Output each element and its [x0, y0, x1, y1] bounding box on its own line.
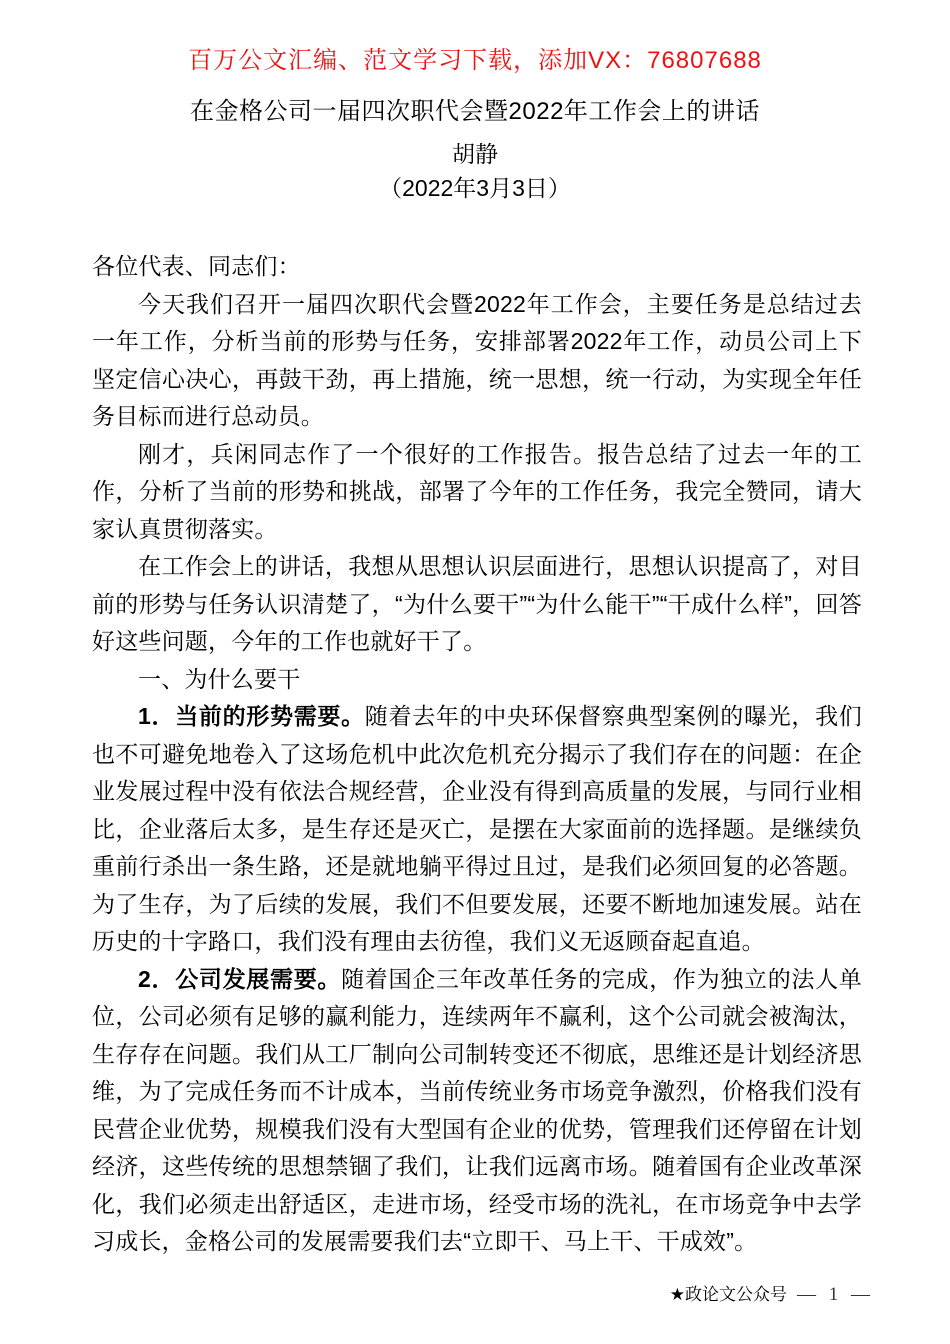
item-1-lead: 1．当前的形势需要。 [138, 703, 365, 729]
item-1-text: 随着去年的中央环保督察典型案例的曝光，我们也不可避免地卷入了这场危机中此次危机充分揭示了我们存在的问题：在企业发展过程中没有依法合规经营，企业没有得到高质量的发展，与同行业相比，企业落后太多，是生存还是灭亡，是摆在大家面前的选择题。是继续负重前行杀出一条生路，还是就地躺平得过且过，是我们必须回复的必答题。为了生存，为了后续的发展，我们不但要发展，还要不断地加速发展。站在历史的十字路口，我们没有理由去彷徨，我们义无返顾奋起直追。 [92, 703, 862, 954]
document-author: 胡静 [452, 141, 498, 167]
footer-brand: ★政论文公众号 [669, 1285, 787, 1304]
paragraph-thought: 在工作会上的讲话，我想从思想认识层面进行，思想认识提高了，对目前的形势与任务认识清楚了，“为什么要干”“为什么能干”“干成什么样”，回答好这些问题，今年的工作也就好干了。 [92, 553, 862, 654]
paragraph-item-1 [92, 698, 862, 961]
paragraph-report: 刚才，兵闲同志作了一个很好的工作报告。报告总结了过去一年的工作，分析了当前的形势和挑战，部署了今年的工作任务，我完全赞同，请大家认真贯彻落实。 [92, 440, 862, 542]
section-heading-one: 一、为什么要干 [138, 665, 301, 692]
item-2-text: 随着国企三年改革任务的完成，作为独立的法人单位，公司必须有足够的赢利能力，连续两年不赢利，这个公司就会被淘汰，生存存在问题。我们从工厂制向公司制转变还不彻底，思维还是计划经济思维，为了完成任务而不计成本，当前传统业务市场竞争激烈，价格我们没有民营企业优势，规模我们没有大型国有企业的优势，管理我们还停留在计划经济，这些传统的思想禁锢了我们，让我们远离市场。随着国有企业改革深化，我们必须走出舒适区，走进市场，经受市场的洗礼，在市场竞争中去学习成长，金格公司的发展需要我们去“立即干、马上干、干成效”。 [92, 965, 862, 1254]
document-body [92, 248, 862, 1261]
page-number: — 1 — [797, 1284, 870, 1305]
document-date: （2022年3月3日） [379, 175, 571, 201]
promo-notice: 百万公文汇编、范文学习下载，添加VX：76807688 [188, 47, 762, 74]
paragraph-item-2 [92, 961, 862, 1261]
document-header [0, 97, 950, 203]
paragraph-intro: 今天我们召开一届四次职代会暨2022年工作会，主要任务是总结过去一年工作，分析当前的形势与任务，安排部署2022年工作，动员公司上下坚定信心决心，再鼓干劲，再上措施，统一思想，统一行动，为实现全年任务目标而进行总动员。 [92, 290, 862, 429]
page-footer [670, 1284, 870, 1306]
salutation: 各位代表、同志们： [92, 253, 301, 279]
item-2-lead: 2．公司发展需要。 [138, 965, 342, 992]
document-title: 在金格公司一届四次职代会暨2022年工作会上的讲话 [190, 98, 760, 125]
